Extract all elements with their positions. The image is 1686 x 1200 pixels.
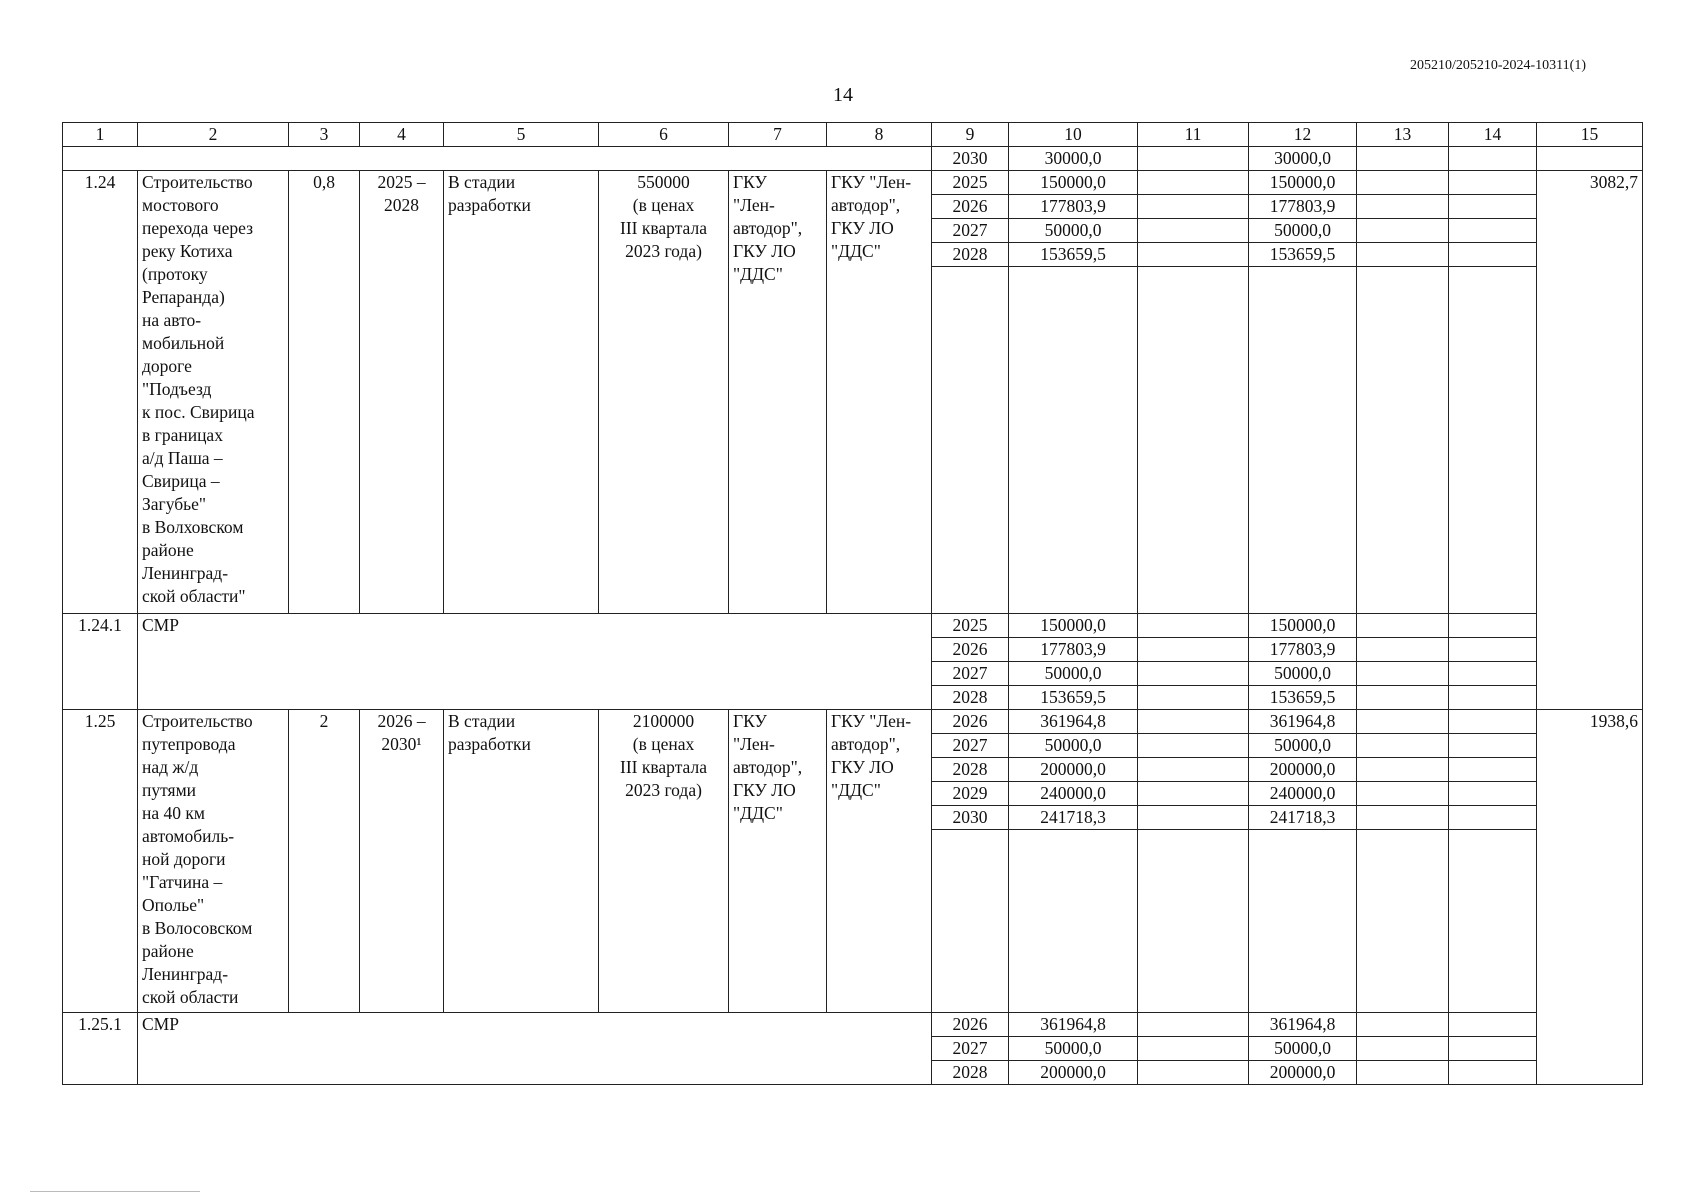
column-header-10: 10 bbox=[1009, 123, 1138, 147]
cell-line: автодор", bbox=[831, 195, 901, 215]
p1241-2028-amount-col10: 153659,5 bbox=[1009, 686, 1138, 710]
p1251-2027-amount-col12: 50000,0 bbox=[1249, 1037, 1357, 1061]
p1241-2025-year: 2025 bbox=[932, 614, 1009, 638]
cell-line: ГКУ ЛО bbox=[733, 780, 796, 800]
p125-filler-cell bbox=[932, 830, 1009, 1013]
cell-line: (в ценах bbox=[632, 195, 695, 215]
p125-2030-col11 bbox=[1138, 806, 1249, 830]
p125-2027-col13 bbox=[1357, 734, 1449, 758]
cell-line: Строительство bbox=[142, 711, 253, 731]
p124-filler-cell bbox=[1249, 267, 1357, 614]
cell-line: 2100000 bbox=[632, 711, 695, 731]
p125-2028-col14 bbox=[1449, 758, 1537, 782]
p125-2030-col13 bbox=[1357, 806, 1449, 830]
p125-2028-year: 2028 bbox=[932, 758, 1009, 782]
p124-2026-col13 bbox=[1357, 195, 1449, 219]
carry-col11 bbox=[1138, 147, 1249, 171]
carry-col13 bbox=[1357, 147, 1449, 171]
table-body bbox=[63, 123, 1643, 1085]
column-header-15: 15 bbox=[1537, 123, 1643, 147]
p125-2026-amount-col12: 361964,8 bbox=[1249, 710, 1357, 734]
cell-line: III квартала bbox=[620, 757, 707, 777]
p1241-2027-col13 bbox=[1357, 662, 1449, 686]
carry-amount-col10: 30000,0 bbox=[1009, 147, 1138, 171]
table-row bbox=[63, 171, 1643, 195]
cell-line: мостового bbox=[142, 195, 219, 215]
cell-line: разработки bbox=[448, 734, 531, 754]
p125-developer bbox=[827, 710, 932, 1013]
cell-line: на авто- bbox=[142, 310, 202, 330]
cell-line: путепровода bbox=[142, 734, 236, 754]
cell-line: (в ценах bbox=[632, 734, 695, 754]
p125-2027-amount-col10: 50000,0 bbox=[1009, 734, 1138, 758]
cell-line: ГКУ "Лен- bbox=[831, 711, 912, 731]
cell-line: мобильной bbox=[142, 333, 225, 353]
p124-2027-col13 bbox=[1357, 219, 1449, 243]
column-header-12: 12 bbox=[1249, 123, 1357, 147]
p125-2028-amount-col12: 200000,0 bbox=[1249, 758, 1357, 782]
p124-filler-cell bbox=[1357, 267, 1449, 614]
cell-line: на 40 км bbox=[142, 803, 205, 823]
p1241-number: 1.24.1 bbox=[63, 614, 138, 710]
cell-line: ной дороги bbox=[142, 849, 226, 869]
carry-year: 2030 bbox=[932, 147, 1009, 171]
p125-2029-col13 bbox=[1357, 782, 1449, 806]
document-id: 205210/205210-2024-10311(1) bbox=[1409, 58, 1586, 73]
p125-2027-amount-col12: 50000,0 bbox=[1249, 734, 1357, 758]
p124-2028-col11 bbox=[1138, 243, 1249, 267]
cell-line: "ДДС" bbox=[831, 241, 881, 261]
cell-line: 2030¹ bbox=[381, 734, 422, 754]
p124-2027-col14 bbox=[1449, 219, 1537, 243]
p124-2025-col11 bbox=[1138, 171, 1249, 195]
column-header-13: 13 bbox=[1357, 123, 1449, 147]
p125-2027-year: 2027 bbox=[932, 734, 1009, 758]
cell-line: реку Котиха bbox=[142, 241, 233, 261]
cell-line: ГКУ "Лен- bbox=[831, 172, 912, 192]
cell-line: дороге bbox=[142, 356, 192, 376]
p125-filler-cell bbox=[1357, 830, 1449, 1013]
p1241-2026-col14 bbox=[1449, 638, 1537, 662]
cell-line: (протоку bbox=[142, 264, 208, 284]
cell-line: "ДДС" bbox=[831, 780, 881, 800]
p125-period bbox=[360, 710, 444, 1013]
cell-line: автомобиль- bbox=[142, 826, 235, 846]
p125-filler-cell bbox=[1249, 830, 1357, 1013]
cell-line: Ленинград- bbox=[142, 964, 229, 984]
p125-object-name bbox=[138, 710, 289, 1013]
cell-line: над ж/д bbox=[142, 757, 199, 777]
p124-2026-col11 bbox=[1138, 195, 1249, 219]
p124-2027-col11 bbox=[1138, 219, 1249, 243]
p1251-2026-col14 bbox=[1449, 1013, 1537, 1037]
p1241-2027-amount-col10: 50000,0 bbox=[1009, 662, 1138, 686]
p1241-2028-amount-col12: 153659,5 bbox=[1249, 686, 1357, 710]
p124-filler-cell bbox=[1449, 267, 1537, 614]
cell-line: перехода через bbox=[142, 218, 254, 238]
column-header-2: 2 bbox=[138, 123, 289, 147]
column-header-6: 6 bbox=[599, 123, 729, 147]
table-row bbox=[63, 614, 1643, 638]
p124-2026-year: 2026 bbox=[932, 195, 1009, 219]
p1251-2028-year: 2028 bbox=[932, 1061, 1009, 1085]
p1241-2025-col14 bbox=[1449, 614, 1537, 638]
cell-line: "ДДС" bbox=[733, 803, 783, 823]
cell-line: В стадии bbox=[448, 711, 516, 731]
table-row bbox=[63, 710, 1643, 734]
p125-customer bbox=[729, 710, 827, 1013]
p1241-2028-col11 bbox=[1138, 686, 1249, 710]
cell-line: ГКУ ЛО bbox=[733, 241, 796, 261]
p125-2028-amount-col10: 200000,0 bbox=[1009, 758, 1138, 782]
p124-2027-amount-col10: 50000,0 bbox=[1009, 219, 1138, 243]
cell-line: ГКУ ЛО bbox=[831, 757, 894, 777]
cell-line: ской области" bbox=[142, 586, 246, 606]
carry-amount-col12: 30000,0 bbox=[1249, 147, 1357, 171]
p1251-2028-col13 bbox=[1357, 1061, 1449, 1085]
p125-filler-cell bbox=[1449, 830, 1537, 1013]
p124-2028-col13 bbox=[1357, 243, 1449, 267]
column-header-3: 3 bbox=[289, 123, 360, 147]
p125-2029-amount-col10: 240000,0 bbox=[1009, 782, 1138, 806]
p125-cost bbox=[599, 710, 729, 1013]
p125-2030-amount-col10: 241718,3 bbox=[1009, 806, 1138, 830]
p125-capacity: 2 bbox=[289, 710, 360, 1013]
p125-2026-col13 bbox=[1357, 710, 1449, 734]
p124-capacity: 0,8 bbox=[289, 171, 360, 614]
cell-line: Ополье" bbox=[142, 895, 205, 915]
cell-line: "Лен- bbox=[733, 734, 775, 754]
p1241-2025-amount-col10: 150000,0 bbox=[1009, 614, 1138, 638]
p1241-2026-col11 bbox=[1138, 638, 1249, 662]
p124-2027-year: 2027 bbox=[932, 219, 1009, 243]
p124-2028-amount-col12: 153659,5 bbox=[1249, 243, 1357, 267]
p1251-2027-amount-col10: 50000,0 bbox=[1009, 1037, 1138, 1061]
cell-line: ГКУ bbox=[733, 711, 767, 731]
column-header-1: 1 bbox=[63, 123, 138, 147]
p125-2026-col14 bbox=[1449, 710, 1537, 734]
p125-filler-cell bbox=[1138, 830, 1249, 1013]
p1241-2028-year: 2028 bbox=[932, 686, 1009, 710]
p1251-label: СМР bbox=[138, 1013, 932, 1085]
scan-artifact-line bbox=[30, 1191, 200, 1192]
p125-2028-col11 bbox=[1138, 758, 1249, 782]
p1241-2025-amount-col12: 150000,0 bbox=[1249, 614, 1357, 638]
p124-2025-amount-col10: 150000,0 bbox=[1009, 171, 1138, 195]
p124-2027-amount-col12: 50000,0 bbox=[1249, 219, 1357, 243]
p1251-2026-year: 2026 bbox=[932, 1013, 1009, 1037]
p1251-2026-col13 bbox=[1357, 1013, 1449, 1037]
cell-line: 2023 года) bbox=[625, 780, 702, 800]
cell-line: к пос. Свирица bbox=[142, 402, 255, 422]
p1251-2028-amount-col10: 200000,0 bbox=[1009, 1061, 1138, 1085]
cell-line: 2026 – bbox=[377, 711, 426, 731]
cell-line: ской области bbox=[142, 987, 239, 1007]
program-table bbox=[62, 122, 1643, 1085]
p124-2025-amount-col12: 150000,0 bbox=[1249, 171, 1357, 195]
p1251-2028-col11 bbox=[1138, 1061, 1249, 1085]
p125-2027-col14 bbox=[1449, 734, 1537, 758]
p124-customer bbox=[729, 171, 827, 614]
p124-filler-cell bbox=[932, 267, 1009, 614]
cell-line: 2023 года) bbox=[625, 241, 702, 261]
cell-line: III квартала bbox=[620, 218, 707, 238]
p124-developer bbox=[827, 171, 932, 614]
cell-line: 550000 bbox=[637, 172, 690, 192]
cell-line: "Подъезд bbox=[142, 379, 212, 399]
p1241-2026-amount-col12: 177803,9 bbox=[1249, 638, 1357, 662]
p1241-2026-col13 bbox=[1357, 638, 1449, 662]
p124-2026-amount-col10: 177803,9 bbox=[1009, 195, 1138, 219]
cell-line: разработки bbox=[448, 195, 531, 215]
cell-line: автодор", bbox=[733, 218, 803, 238]
p125-2029-year: 2029 bbox=[932, 782, 1009, 806]
p124-object-name bbox=[138, 171, 289, 614]
p124-status bbox=[444, 171, 599, 614]
p1241-2027-year: 2027 bbox=[932, 662, 1009, 686]
cell-line: Репаранда) bbox=[142, 287, 225, 307]
p125-2029-amount-col12: 240000,0 bbox=[1249, 782, 1357, 806]
column-header-5: 5 bbox=[444, 123, 599, 147]
p124-2025-year: 2025 bbox=[932, 171, 1009, 195]
column-header-14: 14 bbox=[1449, 123, 1537, 147]
p124-col15: 3082,7 bbox=[1537, 171, 1643, 710]
column-header-11: 11 bbox=[1138, 123, 1249, 147]
cell-line: районе bbox=[142, 941, 194, 961]
column-header-9: 9 bbox=[932, 123, 1009, 147]
cell-line: районе bbox=[142, 540, 194, 560]
p124-filler-cell bbox=[1138, 267, 1249, 614]
p125-2028-col13 bbox=[1357, 758, 1449, 782]
p1241-2026-amount-col10: 177803,9 bbox=[1009, 638, 1138, 662]
cell-line: В стадии bbox=[448, 172, 516, 192]
p1241-label: СМР bbox=[138, 614, 932, 710]
cell-line: 2028 bbox=[384, 195, 419, 215]
column-header-7: 7 bbox=[729, 123, 827, 147]
cell-line: "Гатчина – bbox=[142, 872, 223, 892]
p125-col15: 1938,6 bbox=[1537, 710, 1643, 1085]
carry-col15 bbox=[1537, 147, 1643, 171]
cell-line: Свирица – bbox=[142, 471, 220, 491]
column-header-8: 8 bbox=[827, 123, 932, 147]
p1251-2028-col14 bbox=[1449, 1061, 1537, 1085]
cell-line: а/д Паша – bbox=[142, 448, 223, 468]
cell-line: 2025 – bbox=[377, 172, 426, 192]
p1241-2025-col13 bbox=[1357, 614, 1449, 638]
p1241-2027-col11 bbox=[1138, 662, 1249, 686]
p1251-2028-amount-col12: 200000,0 bbox=[1249, 1061, 1357, 1085]
p125-2029-col11 bbox=[1138, 782, 1249, 806]
p125-2030-amount-col12: 241718,3 bbox=[1249, 806, 1357, 830]
p125-2026-amount-col10: 361964,8 bbox=[1009, 710, 1138, 734]
p125-2026-year: 2026 bbox=[932, 710, 1009, 734]
p1251-2027-year: 2027 bbox=[932, 1037, 1009, 1061]
p1241-2027-amount-col12: 50000,0 bbox=[1249, 662, 1357, 686]
table-row bbox=[63, 147, 1643, 171]
cell-line: в границах bbox=[142, 425, 223, 445]
carry-col14 bbox=[1449, 147, 1537, 171]
p125-2026-col11 bbox=[1138, 710, 1249, 734]
page-number: 14 bbox=[833, 84, 853, 106]
p1251-2026-col11 bbox=[1138, 1013, 1249, 1037]
p1251-number: 1.25.1 bbox=[63, 1013, 138, 1085]
carry-empty bbox=[63, 147, 932, 171]
p125-number: 1.25 bbox=[63, 710, 138, 1013]
cell-line: путями bbox=[142, 780, 197, 800]
cell-line: в Волосовском bbox=[142, 918, 253, 938]
p124-2025-col13 bbox=[1357, 171, 1449, 195]
cell-line: Ленинград- bbox=[142, 563, 229, 583]
p1241-2028-col14 bbox=[1449, 686, 1537, 710]
p1251-2027-col11 bbox=[1138, 1037, 1249, 1061]
p124-2028-col14 bbox=[1449, 243, 1537, 267]
p125-2029-col14 bbox=[1449, 782, 1537, 806]
cell-line: "Лен- bbox=[733, 195, 775, 215]
p124-2028-amount-col10: 153659,5 bbox=[1009, 243, 1138, 267]
header-row bbox=[63, 123, 1643, 147]
p125-2027-col11 bbox=[1138, 734, 1249, 758]
cell-line: Строительство bbox=[142, 172, 253, 192]
p125-2030-col14 bbox=[1449, 806, 1537, 830]
p125-2030-year: 2030 bbox=[932, 806, 1009, 830]
p124-period bbox=[360, 171, 444, 614]
p1241-2027-col14 bbox=[1449, 662, 1537, 686]
cell-line: Загубье" bbox=[142, 494, 207, 514]
p124-2026-amount-col12: 177803,9 bbox=[1249, 195, 1357, 219]
p1241-2025-col11 bbox=[1138, 614, 1249, 638]
p124-2026-col14 bbox=[1449, 195, 1537, 219]
cell-line: автодор", bbox=[831, 734, 901, 754]
p1241-2028-col13 bbox=[1357, 686, 1449, 710]
p1251-2026-amount-col12: 361964,8 bbox=[1249, 1013, 1357, 1037]
cell-line: ГКУ bbox=[733, 172, 767, 192]
p1251-2027-col13 bbox=[1357, 1037, 1449, 1061]
cell-line: автодор", bbox=[733, 757, 803, 777]
cell-line: "ДДС" bbox=[733, 264, 783, 284]
p124-number: 1.24 bbox=[63, 171, 138, 614]
p1251-2027-col14 bbox=[1449, 1037, 1537, 1061]
p1251-2026-amount-col10: 361964,8 bbox=[1009, 1013, 1138, 1037]
p124-filler-cell bbox=[1009, 267, 1138, 614]
p124-cost bbox=[599, 171, 729, 614]
cell-line: ГКУ ЛО bbox=[831, 218, 894, 238]
p124-2028-year: 2028 bbox=[932, 243, 1009, 267]
p125-status bbox=[444, 710, 599, 1013]
table-row bbox=[63, 1013, 1643, 1037]
column-header-4: 4 bbox=[360, 123, 444, 147]
cell-line: в Волховском bbox=[142, 517, 244, 537]
p125-filler-cell bbox=[1009, 830, 1138, 1013]
p1241-2026-year: 2026 bbox=[932, 638, 1009, 662]
p124-2025-col14 bbox=[1449, 171, 1537, 195]
